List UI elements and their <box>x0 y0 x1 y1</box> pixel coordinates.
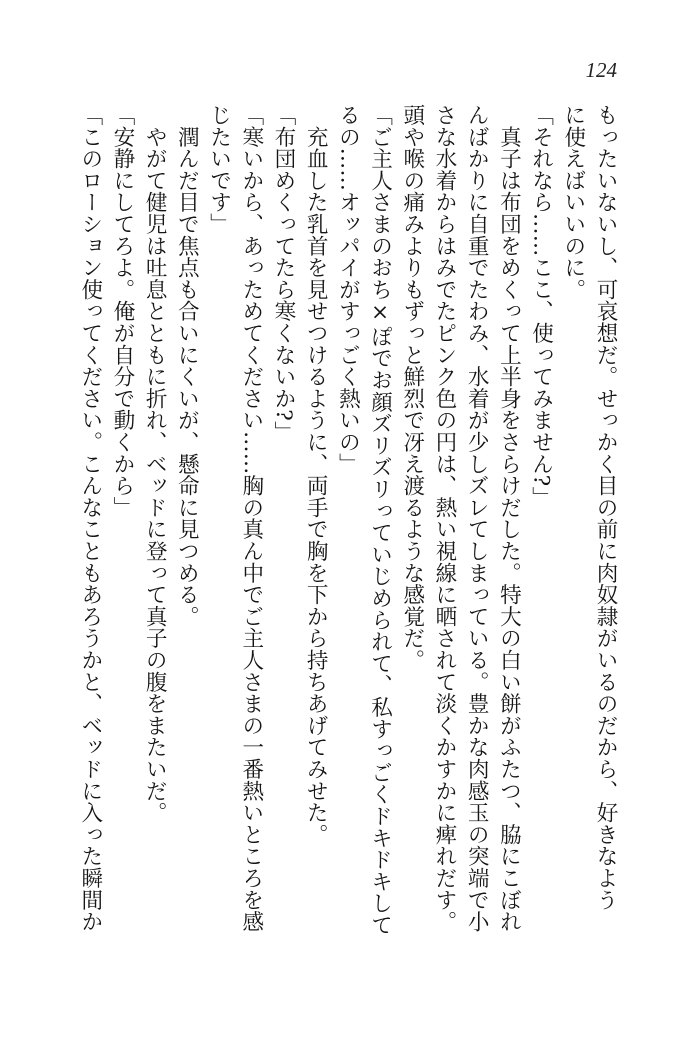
text-line: るの……オッパイがすっごく熱いの」 <box>335 104 361 475</box>
text-line: 頭や喉の痛みよりもずっと鮮烈で冴え渡るような感覚だ。 <box>399 104 425 671</box>
text-line: もったいないし、可哀想だ。せっかく目の前に肉奴隷がいるのだから、好きなよう <box>593 104 618 911</box>
text-line: 「このローション使ってください。こんなこともあろうかと、ベッドに入った瞬間か <box>77 104 103 933</box>
text-line: 「それなら……ここ、使ってみません?」 <box>528 104 554 509</box>
text-line: さな水着からはみでたピンク色の円は、熱い視線に晒されて淡くかすかに痺れだす。 <box>431 104 457 933</box>
vertical-text-body <box>61 104 621 964</box>
text-line: やがて健児は吐息とともに折れ、ベッドに登って真子の腹をまたいだ。 <box>142 104 168 824</box>
page-number: 124 <box>585 58 617 82</box>
text-line: 「寒いから、あっためてください……胸の真ん中でご主人さまの一番熱いところを感 <box>238 104 264 933</box>
text-line: 「安静にしてろよ。俺が自分で動くから」 <box>109 104 135 519</box>
text-line: 真子は布団をめくって上半身をさらけだした。特大の白い餅がふたつ、脇にこぼれ <box>496 104 522 933</box>
text-line: 充血した乳首を見せつけるように、両手で胸を下から持ちあげてみせた。 <box>303 104 329 846</box>
text-line: んばかりに自重でたわみ、水着が少しズレてしまっている。豊かな肉感玉の突端で小 <box>464 104 490 933</box>
text-line: じたいです」 <box>206 104 232 235</box>
text-line: 潤んだ目で焦点も合いにくいが、懸命に見つめる。 <box>174 104 200 628</box>
text-line: 「ご主人さまのおち×ぽでお顔ズリズリっていじめられて、私すっごくドキドキして <box>367 104 393 936</box>
text-line: に使えばいいのに。 <box>560 104 586 301</box>
text-line: 「布団めくってたら寒くないか?」 <box>270 104 296 443</box>
